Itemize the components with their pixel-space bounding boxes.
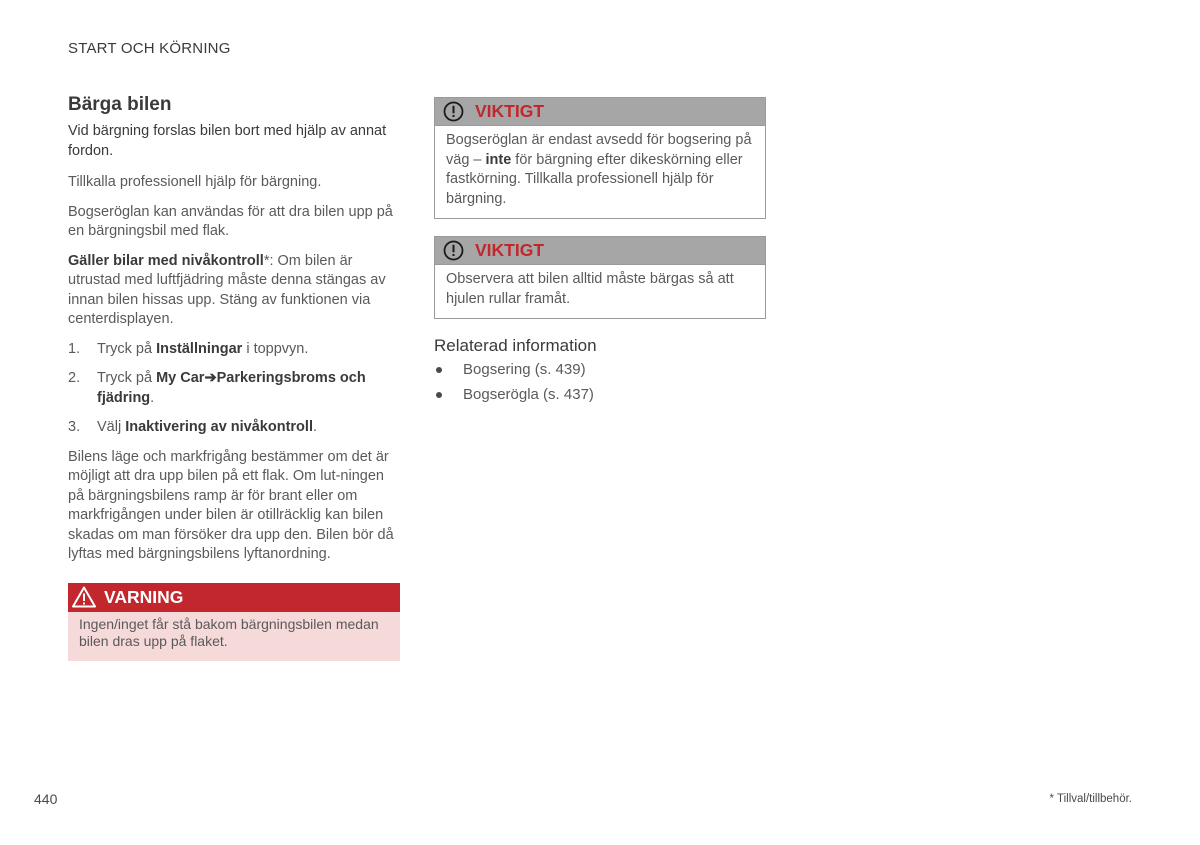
paragraph-level-control [68, 252, 402, 330]
arrow-right-icon: ➔ [204, 370, 217, 386]
exclamation-circle-icon [443, 101, 464, 122]
related-link-towing[interactable] [434, 357, 766, 382]
step-text: . [150, 389, 155, 406]
important-title: VIKTIGT [475, 101, 545, 121]
important-emphasis: inte [485, 151, 512, 168]
step-item [68, 340, 402, 360]
step-text: Tryck på [97, 370, 157, 386]
level-control-text: : Om bilen är utrustad med luftfjädring måste denna stängas av innan bilen hissas upp. Stäng av funktionen via centerdisplayen. [68, 252, 386, 327]
important-text: för bärgning efter dikeskörning eller fastkörning. Tillkalla professionell hjälp för bärgning. [446, 151, 743, 207]
bullet-icon [436, 392, 442, 398]
step-number: 1. [68, 340, 81, 357]
section-header: START OCH KÖRNING [68, 40, 231, 57]
step-text: . [312, 419, 317, 435]
related-links-list [434, 357, 766, 407]
important-box [434, 236, 766, 319]
related-link-label[interactable]: Bogserögla (s. 437) [463, 386, 594, 403]
parking-brake-menu-ref: Parkeringsbroms och fjädring [97, 370, 366, 406]
step-number: 2. [68, 370, 81, 386]
step-text: Välj [97, 419, 126, 435]
steps-list [68, 340, 402, 438]
warning-triangle-icon [72, 586, 96, 608]
deactivate-level-control-ref: Inaktivering av nivåkontroll [125, 419, 313, 435]
related-info-heading: Relaterad information [434, 336, 597, 355]
paragraph-towing-eye: Bogseröglan kan användas för att dra bilen upp på en bärgningsbil med flak. [68, 203, 393, 239]
step-item [68, 369, 402, 408]
page-number: 440 [34, 791, 58, 807]
right-column [434, 97, 766, 407]
step-text: Tryck på [97, 340, 157, 357]
important-body: Observera att bilen alltid måste bärgas så att hjulen rullar framåt. [446, 271, 734, 307]
step-item [68, 418, 402, 438]
my-car-menu-ref: My Car [156, 370, 205, 386]
left-column [68, 94, 402, 661]
important-body [435, 126, 765, 218]
step-text: i toppvyn. [242, 340, 309, 357]
level-control-label: Gäller bilar med nivåkontroll [68, 252, 264, 269]
step-number: 3. [68, 419, 81, 435]
exclamation-circle-icon [443, 240, 464, 261]
bullet-icon [436, 367, 442, 373]
lead-paragraph: Vid bärgning forslas bilen bort med hjälp av annat fordon. [68, 123, 387, 159]
paragraph-ground-clearance: Bilens läge och markfrigång bestämmer om det är möjligt att dra upp bilen på ett flak. Om lut-ningen på bärgningsbilens ramp är för brant eller om markfrigången under bilen är otillräcklig kan bilen skadas om man försöker dra upp den. Bilen bör då lyftas med bärgningsbilens lyftanordning. [68, 448, 394, 562]
important-header [435, 237, 765, 265]
paragraph-professional-help: Tillkalla professionell hjälp för bärgning. [68, 174, 322, 190]
asterisk-marker: * [263, 252, 270, 269]
related-link-label[interactable]: Bogsering (s. 439) [463, 361, 586, 378]
footnote: * Tillval/tillbehör. [1049, 793, 1132, 805]
warning-title: VARNING [104, 586, 184, 607]
important-box [434, 97, 766, 219]
important-title: VIKTIGT [475, 240, 545, 260]
settings-menu-ref: Inställningar [156, 340, 243, 357]
important-header [435, 98, 765, 126]
important-text: Bogseröglan är endast avsedd för bogsering på väg – [446, 132, 752, 168]
page-title: Bärga bilen [68, 94, 172, 115]
warning-header [68, 583, 400, 612]
related-link-towing-eye[interactable] [434, 382, 766, 407]
warning-body: Ingen/inget får stå bakom bärgningsbilen medan bilen dras upp på flaket. [79, 615, 379, 649]
warning-box [68, 583, 400, 661]
